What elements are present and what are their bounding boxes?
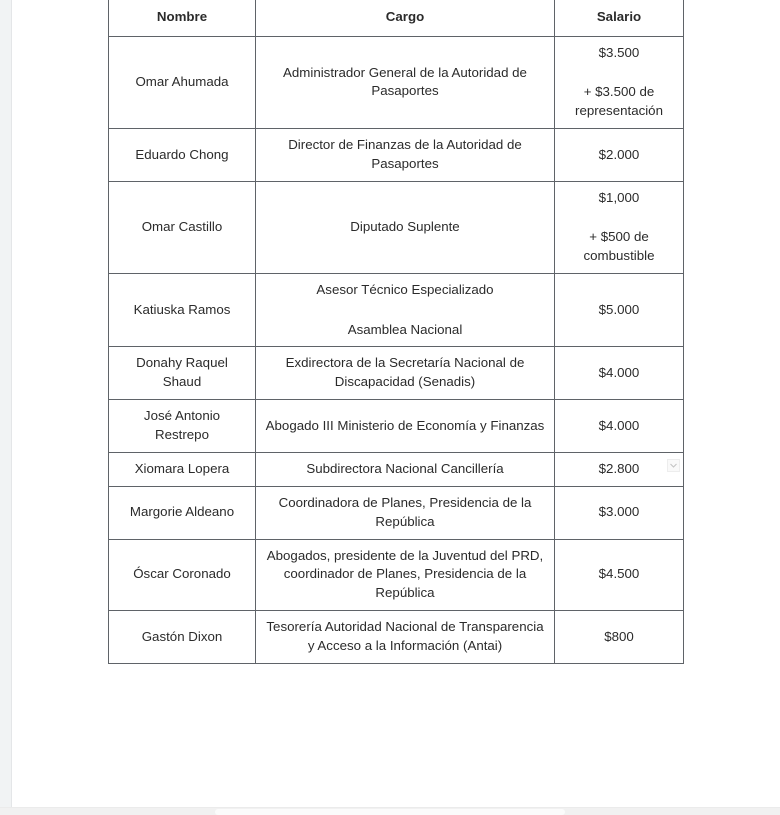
table-row bbox=[109, 129, 684, 182]
cell-text-block bbox=[563, 417, 675, 436]
column-header-nombre: Nombre bbox=[109, 0, 256, 36]
cell-text-block bbox=[563, 565, 675, 584]
cell-text-block bbox=[563, 364, 675, 383]
cell-text-line: Donahy Raquel Shaud bbox=[136, 355, 228, 390]
cell-text-line: $4.000 bbox=[598, 417, 640, 433]
salary-table-container bbox=[108, 0, 683, 664]
cell-text-line: $3.000 bbox=[598, 504, 640, 520]
cell-text-line: Administrador General de la Autoridad de Pasaportes bbox=[283, 64, 527, 99]
chevron-down-icon[interactable] bbox=[667, 459, 680, 472]
cell-text-line: Omar Castillo bbox=[141, 219, 223, 235]
cell-text-line: Coordinadora de Planes, Presidencia de la República bbox=[278, 494, 532, 529]
table-row bbox=[109, 486, 684, 539]
cell-salario bbox=[555, 274, 684, 347]
cell-cargo bbox=[256, 611, 555, 664]
cell-text-line: $4.000 bbox=[598, 364, 640, 380]
cell-text-block bbox=[563, 460, 675, 479]
cell-text-line: Margorie Aldeano bbox=[129, 504, 235, 520]
column-header-salario: Salario bbox=[555, 0, 684, 36]
table-row bbox=[109, 36, 684, 128]
cell-cargo bbox=[256, 36, 555, 128]
cell-text-block bbox=[117, 565, 247, 584]
cell-text-line: Asamblea Nacional bbox=[347, 321, 463, 337]
cell-text-line: Exdirectora de la Secretaría Nacional de Discapacidad (Senadis) bbox=[285, 355, 525, 390]
cell-text-block bbox=[117, 628, 247, 647]
cell-text-block bbox=[117, 460, 247, 479]
cell-text-line: Xiomara Lopera bbox=[134, 460, 230, 476]
cell-text-block bbox=[117, 354, 247, 392]
cell-nombre bbox=[109, 452, 256, 486]
cell-text-block bbox=[264, 494, 546, 532]
cell-text-block bbox=[117, 301, 247, 320]
table-row bbox=[109, 400, 684, 453]
table-row bbox=[109, 611, 684, 664]
cell-text-block bbox=[117, 146, 247, 165]
table-row bbox=[109, 181, 684, 273]
cell-text-line: Gastón Dixon bbox=[141, 628, 223, 644]
cell-text-block bbox=[563, 301, 675, 320]
cell-nombre bbox=[109, 486, 256, 539]
cell-text-block bbox=[563, 44, 675, 121]
cell-nombre bbox=[109, 347, 256, 400]
table-row bbox=[109, 539, 684, 611]
cell-text-line: + $3.500 de representación bbox=[575, 84, 663, 119]
cell-text-block bbox=[117, 218, 247, 237]
cell-nombre bbox=[109, 400, 256, 453]
cell-text-line: $4.500 bbox=[598, 566, 640, 582]
table-header bbox=[109, 0, 684, 36]
cell-text-block bbox=[563, 189, 675, 266]
cell-text-block bbox=[563, 146, 675, 165]
cell-text-line: $800 bbox=[604, 628, 634, 644]
cell-cargo bbox=[256, 400, 555, 453]
cell-cargo bbox=[256, 539, 555, 611]
cell-text-block bbox=[117, 73, 247, 92]
cell-text-block bbox=[117, 407, 247, 445]
cell-text-line: $1,000 bbox=[598, 189, 640, 205]
cell-salario bbox=[555, 181, 684, 273]
cell-nombre bbox=[109, 274, 256, 347]
cell-text-block bbox=[264, 417, 546, 436]
cell-text-line: Subdirectora Nacional Cancillería bbox=[306, 460, 504, 476]
cell-nombre bbox=[109, 36, 256, 128]
cell-cargo bbox=[256, 129, 555, 182]
cell-cargo bbox=[256, 347, 555, 400]
cell-nombre bbox=[109, 181, 256, 273]
cell-salario bbox=[555, 347, 684, 400]
cell-text-line: José Antonio Restrepo bbox=[143, 408, 221, 443]
cell-text-line: Diputado Suplente bbox=[350, 219, 460, 235]
table-row bbox=[109, 347, 684, 400]
cell-text-block bbox=[264, 64, 546, 102]
cell-text-block bbox=[264, 460, 546, 479]
cell-text-line: Abogado III Ministerio de Economía y Finanzas bbox=[265, 417, 545, 433]
cell-cargo bbox=[256, 452, 555, 486]
cell-text-line: $5.000 bbox=[598, 301, 640, 317]
cell-text-line: $3.500 bbox=[598, 44, 640, 60]
cell-salario bbox=[555, 611, 684, 664]
cell-text-block bbox=[563, 503, 675, 522]
cell-salario bbox=[555, 400, 684, 453]
cell-text-block bbox=[117, 503, 247, 522]
cell-text-line: Eduardo Chong bbox=[135, 146, 229, 162]
cell-nombre bbox=[109, 129, 256, 182]
cell-text-block bbox=[264, 136, 546, 174]
cell-salario bbox=[555, 486, 684, 539]
cell-text-block bbox=[264, 547, 546, 604]
horizontal-scrollbar[interactable] bbox=[0, 807, 780, 815]
cell-text-line: Óscar Coronado bbox=[133, 566, 231, 582]
cell-cargo bbox=[256, 274, 555, 347]
cell-text-line: Omar Ahumada bbox=[135, 74, 229, 90]
document-page-surface bbox=[13, 0, 780, 808]
cell-nombre bbox=[109, 539, 256, 611]
cell-salario bbox=[555, 36, 684, 128]
cell-text-block bbox=[264, 218, 546, 237]
cell-text-line: Tesorería Autoridad Nacional de Transparencia y Acceso a la Información (Antai) bbox=[266, 619, 544, 654]
cell-text-line: $2.000 bbox=[598, 146, 640, 162]
cell-text-line: Katiuska Ramos bbox=[133, 301, 231, 317]
cell-text-block bbox=[563, 628, 675, 647]
cell-text-block bbox=[264, 618, 546, 656]
column-header-cargo: Cargo bbox=[256, 0, 555, 36]
cell-salario bbox=[555, 452, 684, 486]
cell-text-line: + $500 de combustible bbox=[583, 229, 655, 264]
horizontal-scrollbar-thumb[interactable] bbox=[215, 809, 565, 815]
table-body bbox=[109, 36, 684, 663]
cell-nombre bbox=[109, 611, 256, 664]
cell-salario bbox=[555, 129, 684, 182]
table-header-row bbox=[109, 0, 684, 36]
cell-salario bbox=[555, 539, 684, 611]
cell-text-line: Asesor Técnico Especializado bbox=[316, 282, 494, 298]
left-gutter-strip bbox=[0, 0, 12, 808]
table-row bbox=[109, 452, 684, 486]
cell-text-block bbox=[264, 281, 546, 339]
cell-cargo bbox=[256, 181, 555, 273]
cell-text-line: $2.800 bbox=[598, 460, 640, 476]
table-row bbox=[109, 274, 684, 347]
cell-cargo bbox=[256, 486, 555, 539]
salary-table bbox=[108, 0, 684, 664]
cell-text-block bbox=[264, 354, 546, 392]
cell-text-line: Director de Finanzas de la Autoridad de Pasaportes bbox=[288, 137, 522, 171]
cell-text-line: Abogados, presidente de la Juventud del PRD, coordinador de Planes, Presidencia de la República bbox=[266, 547, 544, 601]
